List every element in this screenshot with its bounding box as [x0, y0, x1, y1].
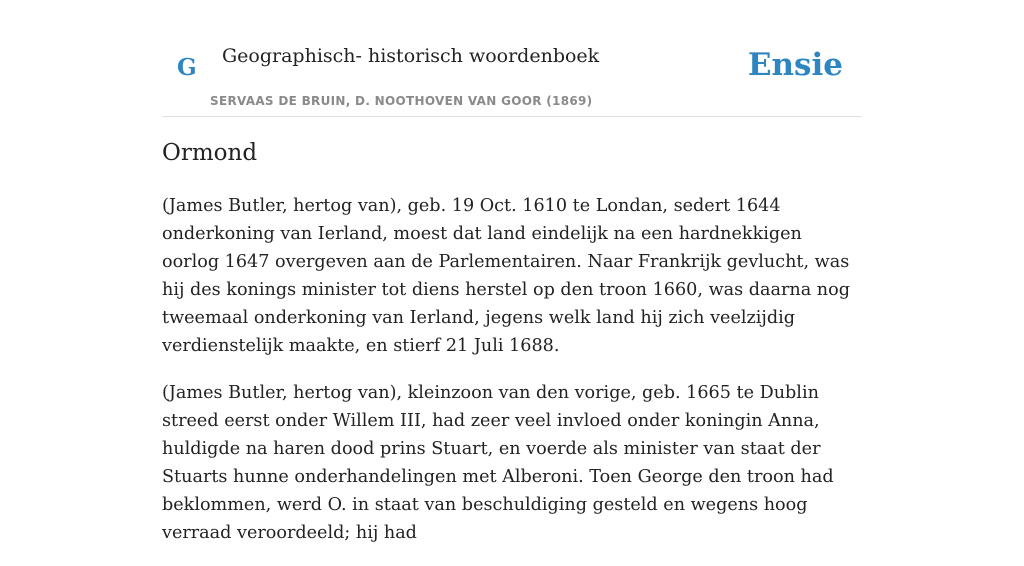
entry-body	[162, 192, 862, 566]
entry-paragraph-1: (James Butler, hertog van), geb. 19 Oct. 1610 te Londan, sedert 1644 onderkoning van Ierland, moest dat land eindelijk na een hardnekkigen oorlog 1647 overgeven aan de Parlementairen. Naar Frankrijk gevlucht, was hij des konings minister tot diens herstel op den troon 1660, was daarna nog tweemaal onderkoning van Ierland, jegens welk land hij zich veelzijdig verdienstelijk maakte, en stierf 21 Juli 1688.	[162, 196, 850, 356]
entry-title: Ormond	[162, 140, 258, 166]
page-container	[162, 0, 862, 543]
book-authors: SERVAAS DE BRUIN, D. NOOTHOVEN VAN GOOR (1869)	[210, 94, 593, 108]
entry-paragraph-2: (James Butler, hertog van), kleinzoon van den vorige, geb. 1665 te Dublin streed eerst onder Willem III, had zeer veel invloed onder koningin Anna, huldigde na haren dood prins Stuart, en voerde als minister van staat der Stuarts hunne onderhandelingen met Alberoni. Toen George den troon had beklommen, werd O. in staat van beschuldiging gesteld en wegens hoog verraad veroordeeld; hij had	[162, 383, 834, 543]
book-header	[162, 0, 862, 117]
book-title-link[interactable]: Geographisch- historisch woordenboek	[222, 45, 600, 67]
book-initial-icon[interactable]: G	[177, 54, 197, 81]
ensie-logo[interactable]: Ensie	[747, 47, 843, 83]
